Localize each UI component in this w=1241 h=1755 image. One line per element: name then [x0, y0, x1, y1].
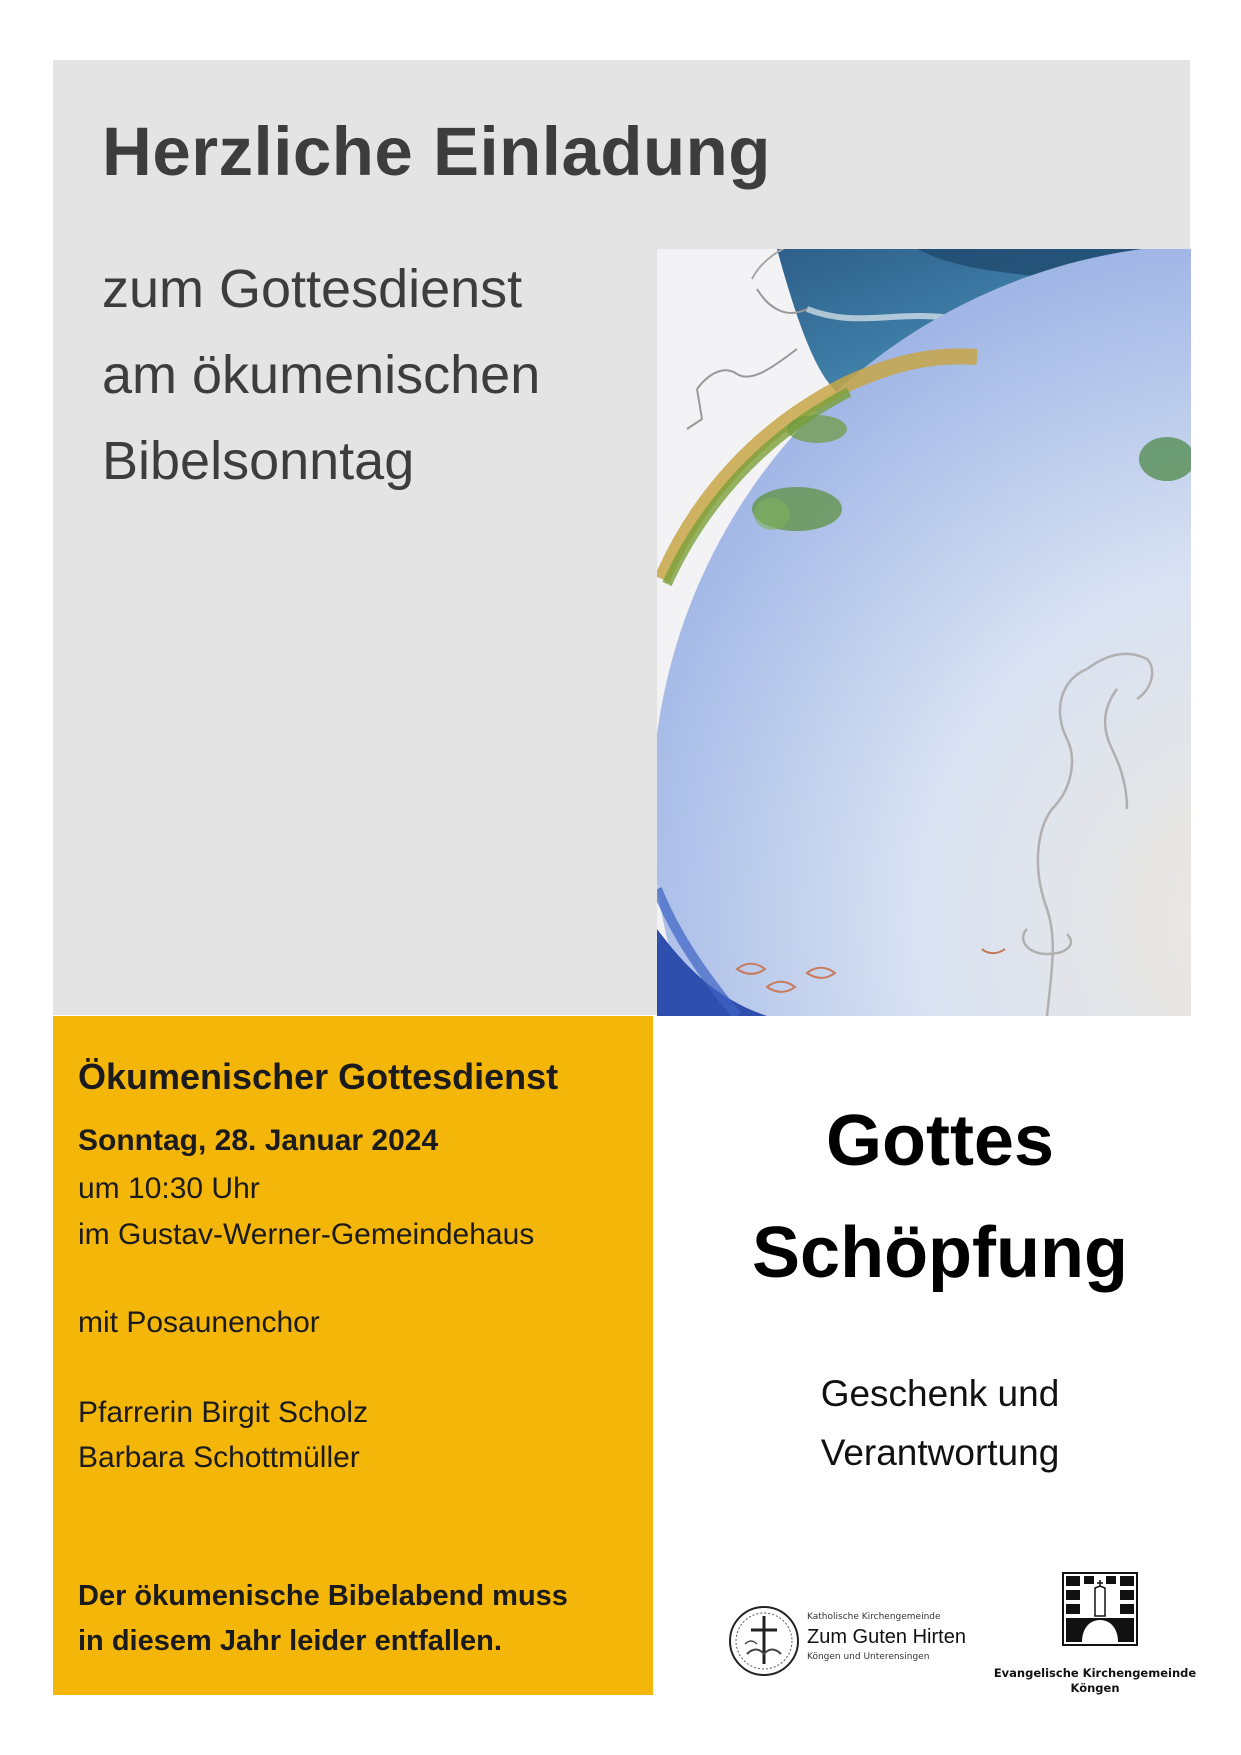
service-time: um 10:30 Uhr [78, 1172, 260, 1205]
subtitle-line: am ökumenischen [102, 345, 541, 405]
theme-title [700, 1085, 1180, 1309]
service-location: im Gustav-Werner-Gemeindehaus [78, 1218, 535, 1251]
theme-subtitle-line: Geschenk und [820, 1373, 1060, 1414]
theme-subtitle [700, 1364, 1180, 1482]
service-title: Ökumenischer Gottesdienst [78, 1056, 559, 1097]
service-music: mit Posaunenchor [78, 1306, 320, 1339]
protestant-parish-name [990, 1666, 1200, 1696]
subtitle-line: Bibelsonntag [102, 431, 415, 491]
service-person: Pfarrerin Birgit Scholz [78, 1396, 369, 1429]
catholic-parish-bottom-line: Köngen und Unterensingen [807, 1652, 930, 1662]
catholic-parish-name: Zum Guten Hirten [807, 1626, 966, 1648]
service-date: Sonntag, 28. Januar 2024 [78, 1124, 439, 1157]
protestant-parish-name-line: Köngen [1070, 1680, 1120, 1695]
creation-painting [657, 249, 1191, 1016]
invitation-subtitle [102, 246, 540, 504]
painting-artwork [657, 249, 1191, 1016]
good-shepherd-emblem-icon [727, 1604, 801, 1678]
cancellation-notice [78, 1574, 568, 1664]
theme-title-line: Gottes [825, 1101, 1055, 1181]
protestant-parish-name-line: Evangelische Kirchengemeinde [993, 1665, 1197, 1680]
catholic-parish-logo [727, 1604, 987, 1684]
catholic-parish-top-line: Katholische Kirchengemeinde [807, 1612, 941, 1622]
subtitle-line: zum Gottesdienst [102, 259, 523, 319]
notice-line: Der ökumenische Bibelabend muss [78, 1580, 568, 1612]
service-person: Barbara Schottmüller [78, 1441, 360, 1474]
protestant-parish-logo [990, 1572, 1197, 1695]
page-title: Herzliche Einladung [102, 113, 771, 190]
church-window-emblem-icon [1062, 1572, 1138, 1646]
theme-subtitle-line: Verantwortung [820, 1432, 1060, 1473]
theme-title-line: Schöpfung [752, 1213, 1128, 1293]
notice-line: in diesem Jahr leider entfallen. [78, 1625, 502, 1657]
